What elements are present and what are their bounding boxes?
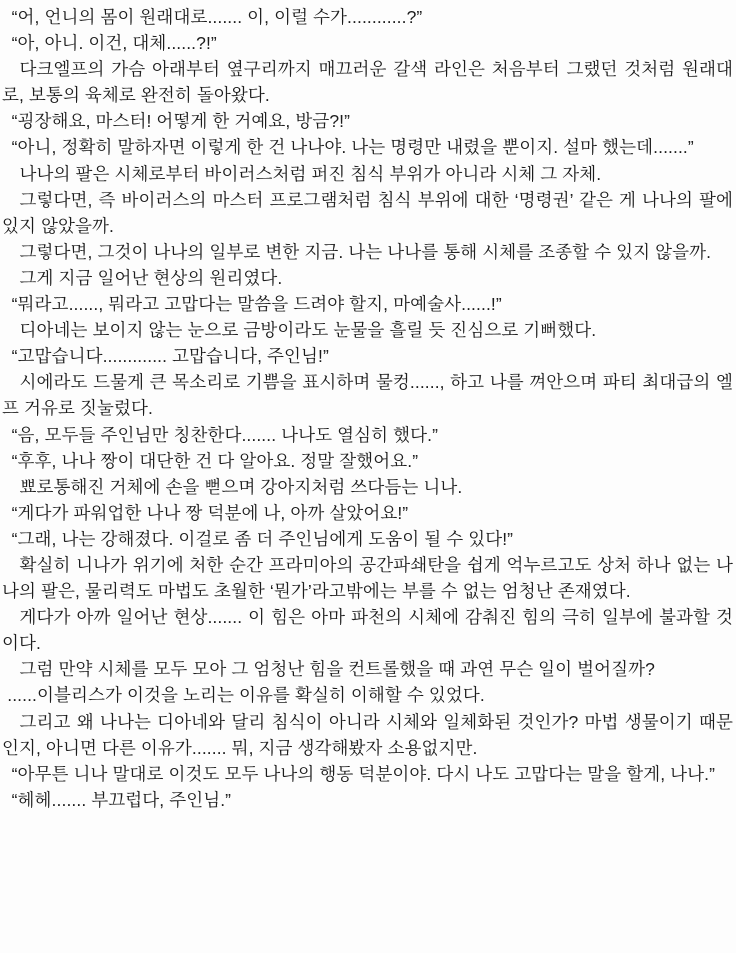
paragraph: “굉장해요, 마스터! 어떻게 한 거예요, 방금?!”: [11, 111, 351, 132]
paragraph: ......이블리스가 이것을 노리는 이유를 확실히 이해할 수 있었다.: [7, 685, 485, 706]
paragraph: 다크엘프의 가슴 아래부터 옆구리까지 매끄러운 갈색 라인은 처음부터 그랬던 것처럼 원래대로, 보통의 육체로 완전히 돌아왔다.: [2, 59, 733, 106]
paragraph: 확실히 니나가 위기에 처한 순간 프라미아의 공간파쇄탄을 쉽게 억누르고도 상처 하나 없는 나나의 팔은, 물리력도 마법도 초월한 ‘뭔가’라고밖에는 부를 수 없는 엄청난 존재였다.: [2, 554, 733, 602]
paragraph: 게다가 아까 일어난 현상....... 이 힘은 아마 파천의 시체에 감춰진 힘의 극히 일부에 불과할 것이다.: [2, 607, 734, 654]
paragraph: 디아네는 보이지 않는 눈으로 금방이라도 눈물을 흘릴 듯 진심으로 기뻐했다.: [19, 320, 597, 341]
paragraph: “헤헤....... 부끄럽다, 주인님.”: [11, 789, 232, 810]
paragraph: “아, 아니. 이건, 대체......?!”: [11, 33, 217, 54]
paragraph: “뭐라고......, 뭐라고 고맙다는 말씀을 드려야 할지, 마예술사......!”: [11, 294, 502, 315]
paragraph: “게다가 파워업한 나나 짱 덕분에 나, 아까 살았어요!”: [11, 502, 409, 523]
paragraph: “그래, 나는 강해졌다. 이걸로 좀 더 주인님에게 도움이 될 수 있다!”: [11, 528, 514, 549]
paragraph: 그렇다면, 그것이 나나의 일부로 변한 지금. 나는 나나를 통해 시체를 조종할 수 있지 않을까.: [19, 241, 712, 262]
paragraph: “후후, 나나 짱이 대단한 건 다 알아요. 정말 잘했어요.”: [11, 450, 419, 471]
paragraph: 시에라도 드물게 큰 목소리로 기쁨을 표시하며 물컹......, 하고 나를 껴안으며 파티 최대급의 엘프 거유로 짓눌렀다.: [2, 372, 733, 419]
paragraph: 그렇다면, 즉 바이러스의 마스터 프로그램처럼 침식 부위에 대한 ‘명령권’ 같은 게 나나의 팔에 있지 않았을까.: [2, 189, 733, 236]
paragraph: 뾰로통해진 거체에 손을 뻗으며 강아지처럼 쓰다듬는 니나.: [19, 476, 463, 497]
paragraph: 그럼 만약 시체를 모두 모아 그 엄청난 힘을 컨트롤했을 때 과연 무슨 일이 벌어질까?: [19, 659, 656, 680]
paragraph: “아니, 정확히 말하자면 이렇게 한 건 나나야. 나는 명령만 내렸을 뿐이지. 설마 했는데.......”: [11, 137, 694, 158]
text-body: [2, 4, 733, 813]
paragraph: “어, 언니의 몸이 원래대로....... 이, 이럴 수가............?”: [11, 7, 423, 27]
paragraph: 그리고 왜 나나는 디아네와 달리 침식이 아니라 시체와 일체화된 것인가? 마법 생물이기 때문인지, 아니면 다른 이유가....... 뭐, 지금 생각해봤자 소용없지만.: [2, 711, 733, 758]
paragraph: “고맙습니다............. 고맙습니다, 주인님!”: [11, 346, 329, 367]
paragraph: “아무튼 니나 말대로 이것도 모두 나나의 행동 덕분이야. 다시 나도 고맙다는 말을 할게, 나나.”: [11, 763, 716, 784]
paragraph: 나나의 팔은 시체로부터 바이러스처럼 퍼진 침식 부위가 아니라 시체 그 자체.: [19, 163, 602, 184]
paragraph: “음, 모두들 주인님만 칭찬한다....... 나나도 열심히 했다.”: [11, 424, 439, 445]
paragraph: 그게 지금 일어난 현상의 원리였다.: [19, 267, 283, 288]
